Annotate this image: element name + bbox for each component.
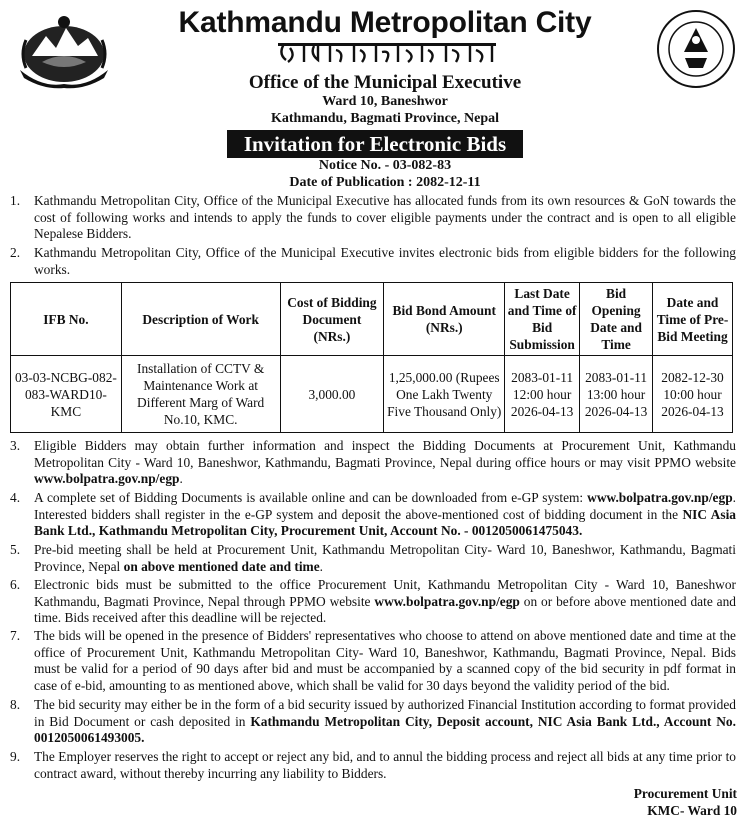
paragraph-text: Kathmandu Metropolitan City, Office of the Municipal Executive has allocated funds from its own resources & GoN towards the cost of following works and intends to apply the funds to cover eligible payments under the contract and is open to all eligible Nepalese Bidders. [34, 193, 736, 242]
table-row [11, 356, 733, 433]
submission-cell: 2083-01-11 12:00 hour 2026-04-13 [505, 356, 580, 433]
paragraph-text [34, 542, 736, 575]
text-run: The bid security may either be in the form of a bid security issued by authorized Financial Institution according to format provided in Bid Document or cash deposited in [34, 697, 736, 729]
paragraph-text [34, 490, 736, 540]
column-header: Bid Bond Amount (NRs.) [384, 283, 505, 356]
column-header: Last Date and Time of Bid Submission [505, 283, 580, 356]
bold-run: on above mentioned date and time [123, 558, 320, 574]
paragraph-6 [10, 577, 736, 627]
table-header-row [11, 283, 733, 356]
paragraph-number: 7. [10, 628, 21, 643]
notice-number: Notice No. - 03-082-83 [318, 158, 452, 173]
column-header: Cost of Bidding Document (NRs.) [280, 283, 384, 356]
paragraph-7 [10, 628, 736, 694]
paragraph-text: The bids will be opened in the presence of Bidders' representatives who choose to attend on above mentioned date and time at the office of Procurement Unit, Kathmandu Metropolitan City- Ward 10, Baneshwor, Kathmandu, Bagmati Province, Nepal. Bids must be valid for a period of 90 days after bid and must be accompanied by a scanned copy of the bid security in pdf format in case of e-bid, amounting to as mentioned above, which shall be valid for 30 days beyond the validity period of the bid. [34, 628, 736, 693]
text-run: . [319, 558, 324, 574]
page-title: Kathmandu Metropolitan City [178, 6, 592, 39]
publication-date: Date of Publication : 2082-12-11 [289, 175, 481, 190]
invitation-banner: Invitation for Electronic Bids [227, 130, 523, 158]
cost-cell: 3,000.00 [280, 356, 384, 433]
description-cell: Installation of CCTV & Maintenance Work at Different Marg of Ward No.10, KMC. [121, 356, 280, 433]
paragraph-4 [10, 490, 736, 540]
paragraph-3 [10, 438, 736, 488]
paragraph-text: Kathmandu Metropolitan City, Office of the Municipal Executive invites electronic bids from eligible bidders for the following works. [34, 245, 736, 277]
paragraph-5 [10, 542, 736, 575]
office-name: Office of the Municipal Executive [248, 72, 522, 93]
nepali-title-logotype [120, 40, 650, 64]
ward-line: Ward 10, Baneshwor [322, 94, 448, 109]
paragraph-text [34, 577, 736, 627]
paragraph-text: The Employer reserves the right to accept or reject any bid, and to annul the bidding process and reject all bids at any time prior to contract award, without thereby incurring any liability to Bidders. [34, 749, 736, 781]
column-header: Description of Work [121, 283, 280, 356]
column-header: Date and Time of Pre-Bid Meeting [653, 283, 733, 356]
paragraph-number: 5. [10, 542, 21, 557]
opening-cell: 2083-01-11 13:00 hour 2026-04-13 [580, 356, 653, 433]
text-run: Electronic bids must be submitted to the office Procurement Unit, Kathmandu Metropolitan City - Ward 10, Baneshwor Kathmandu, Bagmati Province, Nepal through PPMO website [34, 577, 736, 609]
signature-ward: KMC- Ward 10 [647, 803, 737, 818]
text-run: . [179, 471, 183, 487]
paragraph-2 [10, 245, 736, 278]
signature-unit: Procurement Unit [633, 786, 737, 801]
text-run: on or before above mentioned date and time. Bids received after this deadline will be rejected. [34, 593, 737, 626]
bids-table [10, 282, 733, 433]
column-header: IFB No. [11, 283, 122, 356]
bid-bond-cell: 1,25,000.00 (Rupees One Lakh Twenty Five Thousand Only) [384, 356, 505, 433]
ifb-number-cell: 03-03-NCBG-082-083-WARD10-KMC [11, 356, 122, 433]
paragraph-number: 2. [10, 245, 21, 260]
address-line: Kathmandu, Bagmati Province, Nepal [270, 111, 500, 126]
kmc-seal-icon [655, 8, 737, 90]
paragraph-9 [10, 749, 736, 782]
column-header: Bid Opening Date and Time [580, 283, 653, 356]
paragraph-8 [10, 697, 736, 747]
paragraph-number: 6. [10, 577, 21, 592]
text-run: Eligible Bidders may obtain further information and inspect the Bidding Documents at Procurement Unit, Kathmandu Metropolitan City - Ward 10, Baneshwor, Kathmandu, Bagmati Province, Nepal during office hours or may visit PPMO website [34, 438, 736, 470]
paragraph-text [34, 438, 736, 488]
nepal-emblem-icon [12, 10, 116, 90]
paragraph-1 [10, 193, 736, 243]
paragraph-number: 4. [10, 490, 21, 505]
website-link[interactable]: www.bolpatra.gov.np/egp [587, 490, 733, 505]
paragraph-number: 3. [10, 438, 21, 453]
text-run: A complete set of Bidding Documents is available online and can be downloaded from e-GP system: [34, 490, 588, 505]
paragraph-number: 1. [10, 193, 21, 208]
prebid-cell: 2082-12-30 10:00 hour 2026-04-13 [653, 356, 733, 433]
deposit-account: Kathmandu Metropolitan City, Deposit account, NIC Asia Bank Ltd., Account No. 0012050061493005. [34, 713, 736, 746]
website-link[interactable]: www.bolpatra.gov.np/egp [374, 593, 520, 609]
text-run: Pre-bid meeting shall be held at Procurement Unit, Kathmandu Metropolitan City- Ward 10, Baneshwor, Kathmandu, Bagmati Province, Nepal [34, 542, 736, 574]
text-run: . Interested bidders shall register in the e-GP system and deposit the above-mentioned cost of bidding document in the [34, 490, 736, 522]
paragraph-text [34, 697, 736, 747]
bank-account: NIC Asia Bank Ltd., Kathmandu Metropolitan City, Procurement Unit, Account No. - 0012050061475043. [34, 506, 736, 539]
paragraph-number: 8. [10, 697, 21, 712]
paragraph-number: 9. [10, 749, 21, 764]
website-link[interactable]: www.bolpatra.gov.np/egp [34, 471, 180, 487]
